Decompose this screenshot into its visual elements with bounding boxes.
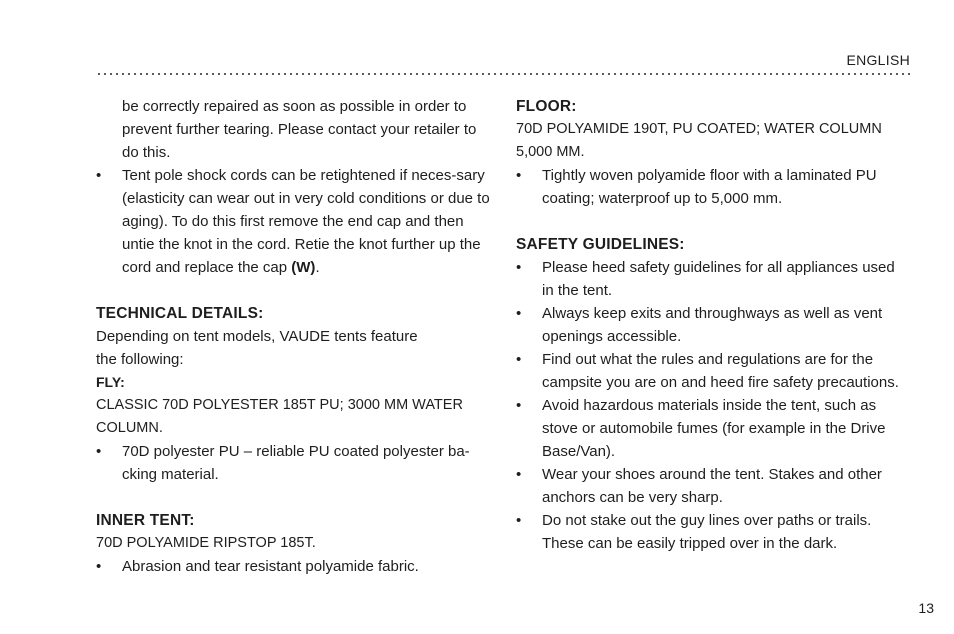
continued-paragraph: be correctly repaired as soon as possible in order to prevent further tearing. Please contact your retailer to do this. — [122, 98, 477, 161]
safety-list — [516, 256, 910, 555]
list-item: • Tightly woven polyamide floor with a laminated PU coating; waterproof up to 5,000 mm. — [516, 164, 910, 210]
floor-heading: FLOOR: — [516, 98, 577, 115]
list-item: • Please heed safety guidelines for all appliances used in the tent. — [516, 256, 910, 302]
floor-spec: 70D POLYAMIDE 190T, PU COATED; WATER COLUMN 5,000 MM. — [516, 121, 882, 160]
right-column — [516, 95, 910, 555]
list-item: • 70D polyester PU – reliable PU coated polyester ba-cking material. — [96, 440, 490, 486]
maintenance-list — [96, 164, 490, 279]
technical-intro-line-2: the following: — [96, 351, 184, 368]
floor-list — [516, 164, 910, 210]
fly-label: FLY: — [96, 374, 125, 390]
list-item: • Wear your shoes around the tent. Stakes and other anchors can be very sharp. — [516, 463, 910, 509]
list-item: • Avoid hazardous materials inside the tent, such as stove or automobile fumes (for example in the Drive Base/Van). — [516, 394, 910, 463]
fly-spec: CLASSIC 70D POLYESTER 185T PU; 3000 MM WATER COLUMN. — [96, 397, 463, 436]
left-column — [96, 95, 490, 578]
safety-guidelines-heading: SAFETY GUIDELINES: — [516, 236, 685, 253]
language-label: ENGLISH — [846, 52, 910, 68]
list-item: • Abrasion and tear resistant polyamide fabric. — [96, 555, 490, 578]
inner-tent-list — [96, 555, 490, 578]
list-item: • Always keep exits and throughways as well as vent openings accessible. — [516, 302, 910, 348]
inner-tent-spec: 70D POLYAMIDE RIPSTOP 185T. — [96, 535, 316, 551]
dotted-divider — [96, 73, 910, 75]
inner-tent-heading: INNER TENT: — [96, 512, 195, 529]
technical-details-heading: TECHNICAL DETAILS: — [96, 305, 264, 322]
page-number: 13 — [918, 600, 934, 616]
list-item: • Find out what the rules and regulations are for the campsite you are on and heed fire safety precautions. — [516, 348, 910, 394]
figure-reference: (W) — [291, 259, 316, 276]
list-item: • Do not stake out the guy lines over paths or trails. These can be easily tripped over in the dark. — [516, 509, 910, 555]
list-item: • Tent pole shock cords can be retightened if neces-sary (elasticity can wear out in very cold conditions or due to aging). To do this first remove the end cap and then untie the knot in the cord. Retie the knot further up the cord and replace the cap (W). — [96, 164, 490, 279]
fly-list — [96, 440, 490, 486]
technical-intro-line-1: Depending on tent models, VAUDE tents feature — [96, 328, 418, 345]
